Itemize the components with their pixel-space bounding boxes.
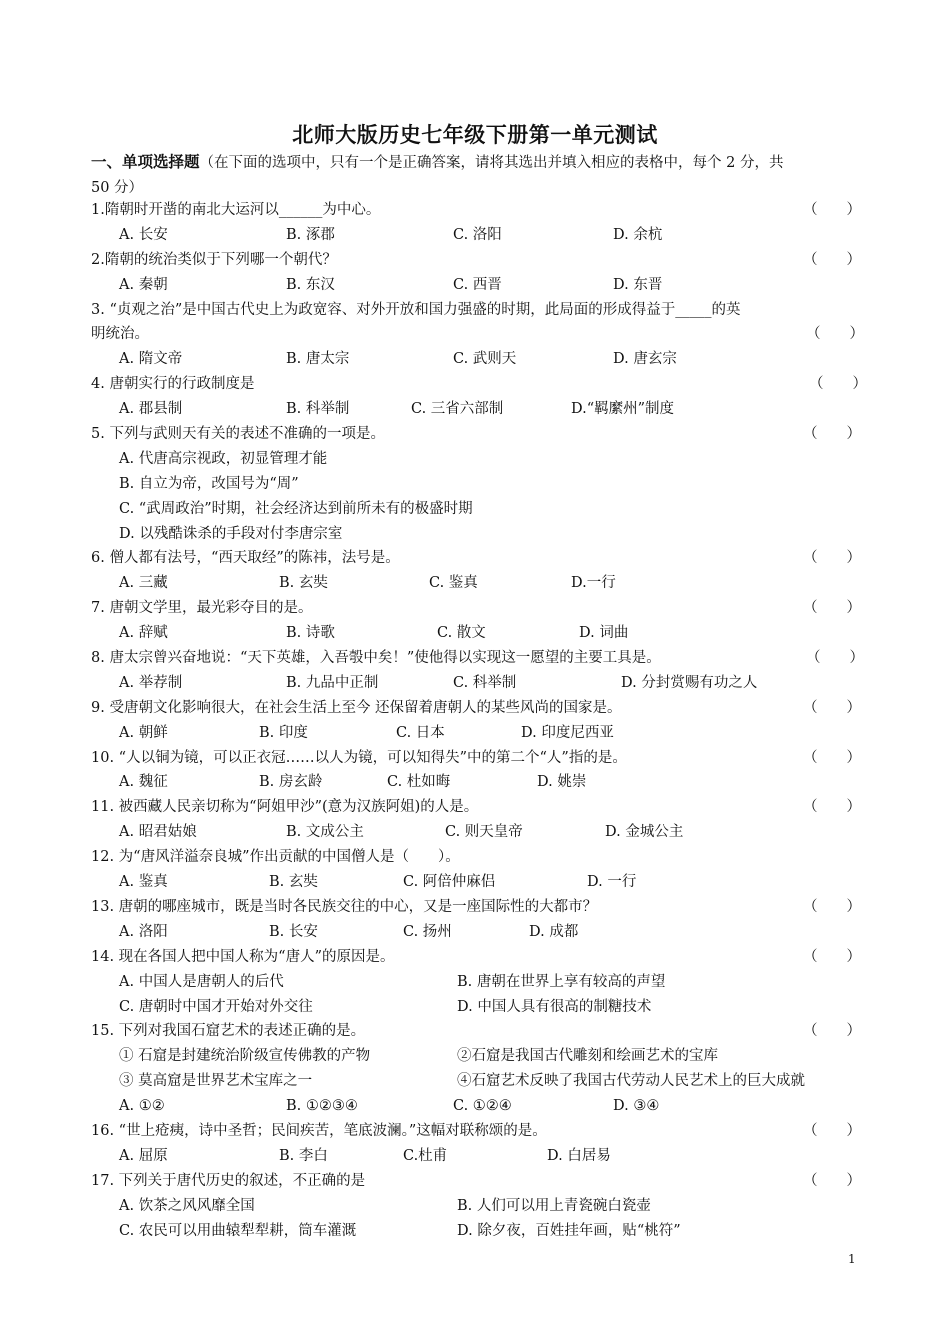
option: B. 唐太宗 (286, 351, 350, 368)
option-row (91, 1144, 861, 1169)
option: C. 唐朝时中国才开始对外交往 (119, 998, 313, 1015)
option: D. 余杭 (613, 226, 663, 243)
answer-blank: （ ） (803, 898, 861, 915)
statement: ②石窟是我国古代雕刻和绘画艺术的宝库 (457, 1048, 718, 1065)
question-list (91, 198, 867, 1243)
question-text: 3. “贞观之治”是中国古代史上为政宽容、对外开放和国力强盛的时期，此局面的形成得益于_____的英 (91, 301, 741, 318)
answer-blank: （ ） (806, 650, 864, 667)
option: A. 秦朝 (119, 276, 168, 293)
option: B. 九品中正制 (286, 674, 379, 691)
option: D.一行 (571, 575, 616, 592)
option-row (91, 770, 861, 795)
option: D. ③④ (613, 1098, 660, 1115)
answer-blank: （ ） (803, 600, 861, 617)
option: B. 房玄龄 (259, 774, 323, 791)
option: B. 诗歌 (286, 625, 335, 642)
answer-blank: （ ） (803, 202, 861, 218)
page-number: 1 (848, 1252, 856, 1266)
option: A. 魏征 (119, 774, 168, 791)
answer-blank: （ ） (809, 376, 867, 393)
question-text: 11. 被西藏人民亲切称为“阿姐甲沙”(意为汉族阿姐)的人是。 (91, 799, 479, 816)
option: C. 散文 (437, 625, 486, 642)
option-row (91, 970, 861, 995)
answer-blank: （ ） (803, 1023, 861, 1040)
section-instruction-cont: 50 分） (91, 180, 144, 196)
question-stem (91, 198, 861, 223)
answer-blank: （ ） (803, 948, 861, 965)
option: A. 鉴真 (119, 874, 168, 891)
option-row (91, 223, 861, 248)
option: C. 洛阳 (453, 226, 502, 243)
question-stem (91, 945, 861, 970)
statement: ① 石窟是封建统治阶级宣传佛教的产物 (119, 1048, 371, 1065)
option-row (91, 447, 861, 472)
option: B. 玄奘 (279, 575, 328, 592)
question-stem (91, 895, 861, 920)
question-stem (91, 1119, 861, 1144)
question-text: 6. 僧人都有法号，“西天取经”的陈祎，法号是。 (91, 550, 400, 567)
option: D.“羁縻州”制度 (571, 401, 675, 418)
question-text: 4. 唐朝实行的行政制度是 (91, 376, 255, 393)
option-row (91, 1219, 861, 1244)
option: B. 涿郡 (286, 226, 335, 243)
option: D. 姚崇 (537, 774, 587, 791)
answer-blank: （ ） (803, 749, 861, 766)
option: A. 屈原 (119, 1147, 168, 1164)
question-stem (91, 422, 861, 447)
answer-blank: （ ） (803, 550, 861, 567)
option: B. 印度 (259, 724, 308, 741)
option: B. 唐朝在世界上享有较高的声望 (457, 973, 666, 990)
question-stem (91, 1019, 861, 1044)
option: C. 杜如晦 (387, 774, 451, 791)
option: A. 辞赋 (119, 625, 168, 642)
option: C.杜甫 (403, 1147, 448, 1164)
option-row (91, 571, 861, 596)
option: C. 西晋 (453, 276, 502, 293)
option: B. 人们可以用上青瓷碗白瓷壶 (457, 1197, 651, 1214)
answer-blank: （ ） (803, 699, 861, 716)
question-text: 15. 下列对我国石窟艺术的表述正确的是。 (91, 1023, 366, 1040)
question-text: 9. 受唐朝文化影响很大，在社会生活上至今 还保留着唐朝人的某些风尚的国家是。 (91, 699, 622, 716)
option-row (91, 472, 861, 497)
statement: ③ 莫高窟是世界艺术宝库之一 (119, 1073, 313, 1090)
option: D. 一行 (587, 874, 637, 891)
option: A. ①② (119, 1098, 165, 1115)
question-text: 1.隋朝时开凿的南北大运河以______为中心。 (91, 202, 381, 218)
option: B. 东汉 (286, 276, 335, 293)
option: C. 阿倍仲麻侣 (403, 874, 496, 891)
option: C. 日本 (396, 724, 445, 741)
answer-blank: （ ） (803, 426, 861, 443)
option: B. 长安 (269, 923, 318, 940)
option: D. 印度尼西亚 (521, 724, 614, 741)
option: B. ①②③④ (286, 1098, 358, 1115)
option: A. 郡县制 (119, 401, 183, 418)
question-stem (91, 696, 861, 721)
option: C. 农民可以用曲辕犁犁耕，筒车灌溉 (119, 1222, 357, 1239)
section-header (91, 150, 861, 201)
option: A. 三藏 (119, 575, 168, 592)
answer-blank: （ ） (803, 251, 861, 268)
option: A. 长安 (119, 226, 168, 243)
question-stem (91, 1169, 861, 1194)
question-stem (91, 372, 867, 397)
option: D. 除夕夜，百姓挂年画，贴“桃符” (457, 1222, 681, 1239)
option: D. 分封赏赐有功之人 (621, 674, 758, 691)
section-heading: 一、单项选择题 (91, 153, 200, 171)
option-row (91, 1094, 861, 1119)
question-text: 8. 唐太宗曾兴奋地说：“天下英雄，入吾彀中矣！”使他得以实现这一愿望的主要工具是。 (91, 650, 661, 667)
option-row (91, 522, 861, 547)
option: B. 科举制 (286, 401, 350, 418)
option: B. 李白 (279, 1147, 328, 1164)
option: A. 洛阳 (119, 923, 168, 940)
question-text: 5. 下列与武则天有关的表述不准确的一项是。 (91, 426, 385, 443)
question-text: 13. 唐朝的哪座城市，既是当时各民族交往的中心，又是一座国际性的大都市？ (91, 898, 598, 915)
option: A. 中国人是唐朝人的后代 (119, 973, 284, 990)
question-stem (91, 845, 861, 870)
option-row (91, 870, 861, 895)
question-stem (91, 795, 861, 820)
question-stem (91, 546, 861, 571)
question-stem (91, 298, 861, 323)
question-text: 12. 为“唐风洋溢奈良城”作出贡献的中国僧人是（ ）。 (91, 849, 460, 866)
question-text: 2.隋朝的统治类似于下列哪一个朝代？ (91, 251, 337, 268)
option: D. 金城公主 (605, 824, 684, 841)
option: C. 武则天 (453, 351, 517, 368)
question-stem (91, 746, 861, 771)
question-text: 14. 现在各国人把中国人称为“唐人”的原因是。 (91, 948, 395, 965)
question-stem (91, 248, 861, 273)
option: A. 昭君姑娘 (119, 824, 197, 841)
answer-blank: （ ） (803, 799, 861, 816)
option: C. 则天皇帝 (445, 824, 523, 841)
option-row (91, 920, 861, 945)
option-row (91, 397, 861, 422)
question-stem (91, 646, 864, 671)
page-title: 北师大版历史七年级下册第一单元测试 (292, 123, 658, 147)
option: A. 朝鲜 (119, 724, 168, 741)
option-row (91, 273, 861, 298)
section-instruction: （在下面的选项中，只有一个是正确答案，请将其选出并填入相应的表格中，每个 2 分，共 (199, 155, 784, 171)
question-stem (91, 596, 861, 621)
question-text: 17. 下列关于唐代历史的叙述，不正确的是 (91, 1172, 366, 1189)
option: A. 隋文帝 (119, 351, 183, 368)
option: D. 唐玄宗 (613, 351, 677, 368)
option-row (91, 671, 861, 696)
answer-blank: （ ） (803, 1122, 861, 1139)
option: D. 以残酷诛杀的手段对付李唐宗室 (119, 525, 343, 542)
option: B. 玄奘 (269, 874, 318, 891)
option-row (91, 497, 861, 522)
option: B. 文成公主 (286, 824, 364, 841)
statement-row (91, 1044, 861, 1069)
question-text: 16. “世上疮痍，诗中圣哲；民间疾苦，笔底波澜。”这幅对联称颂的是。 (91, 1122, 547, 1139)
answer-blank: （ ） (803, 1172, 861, 1189)
question-stem-cont (91, 322, 864, 347)
option-row (91, 995, 861, 1020)
option: C. “武周政治”时期，社会经济达到前所未有的极盛时期 (119, 500, 473, 517)
answer-blank: （ ） (806, 326, 864, 343)
option-row (91, 1194, 861, 1219)
question-text-cont: 明统治。 (91, 326, 149, 343)
option: C. 三省六部制 (411, 401, 504, 418)
option: A. 代唐高宗视政，初显管理才能 (119, 450, 328, 467)
statement: ④石窟艺术反映了我国古代劳动人民艺术上的巨大成就 (457, 1073, 805, 1090)
option: D. 中国人具有很高的制糖技术 (457, 998, 652, 1015)
option: B. 自立为帝，改国号为“周” (119, 475, 299, 492)
question-text: 7. 唐朝文学里，最光彩夺目的是。 (91, 600, 313, 617)
option-row (91, 621, 861, 646)
option-row (91, 721, 861, 746)
option: D. 成都 (529, 923, 579, 940)
option-row (91, 820, 861, 845)
option: C. 鉴真 (429, 575, 478, 592)
statement-row (91, 1069, 861, 1094)
option: D. 东晋 (613, 276, 663, 293)
question-text: 10. “人以铜为镜，可以正衣冠……以人为镜，可以知得失”中的第二个“人”指的是。 (91, 749, 627, 766)
option: A. 饮茶之风风靡全国 (119, 1197, 255, 1214)
option: D. 白居易 (547, 1147, 611, 1164)
option-row (91, 347, 861, 372)
option: A. 举荐制 (119, 674, 183, 691)
option: C. ①②④ (453, 1098, 512, 1115)
option: C. 科举制 (453, 674, 517, 691)
option: D. 词曲 (579, 625, 629, 642)
option: C. 扬州 (403, 923, 452, 940)
